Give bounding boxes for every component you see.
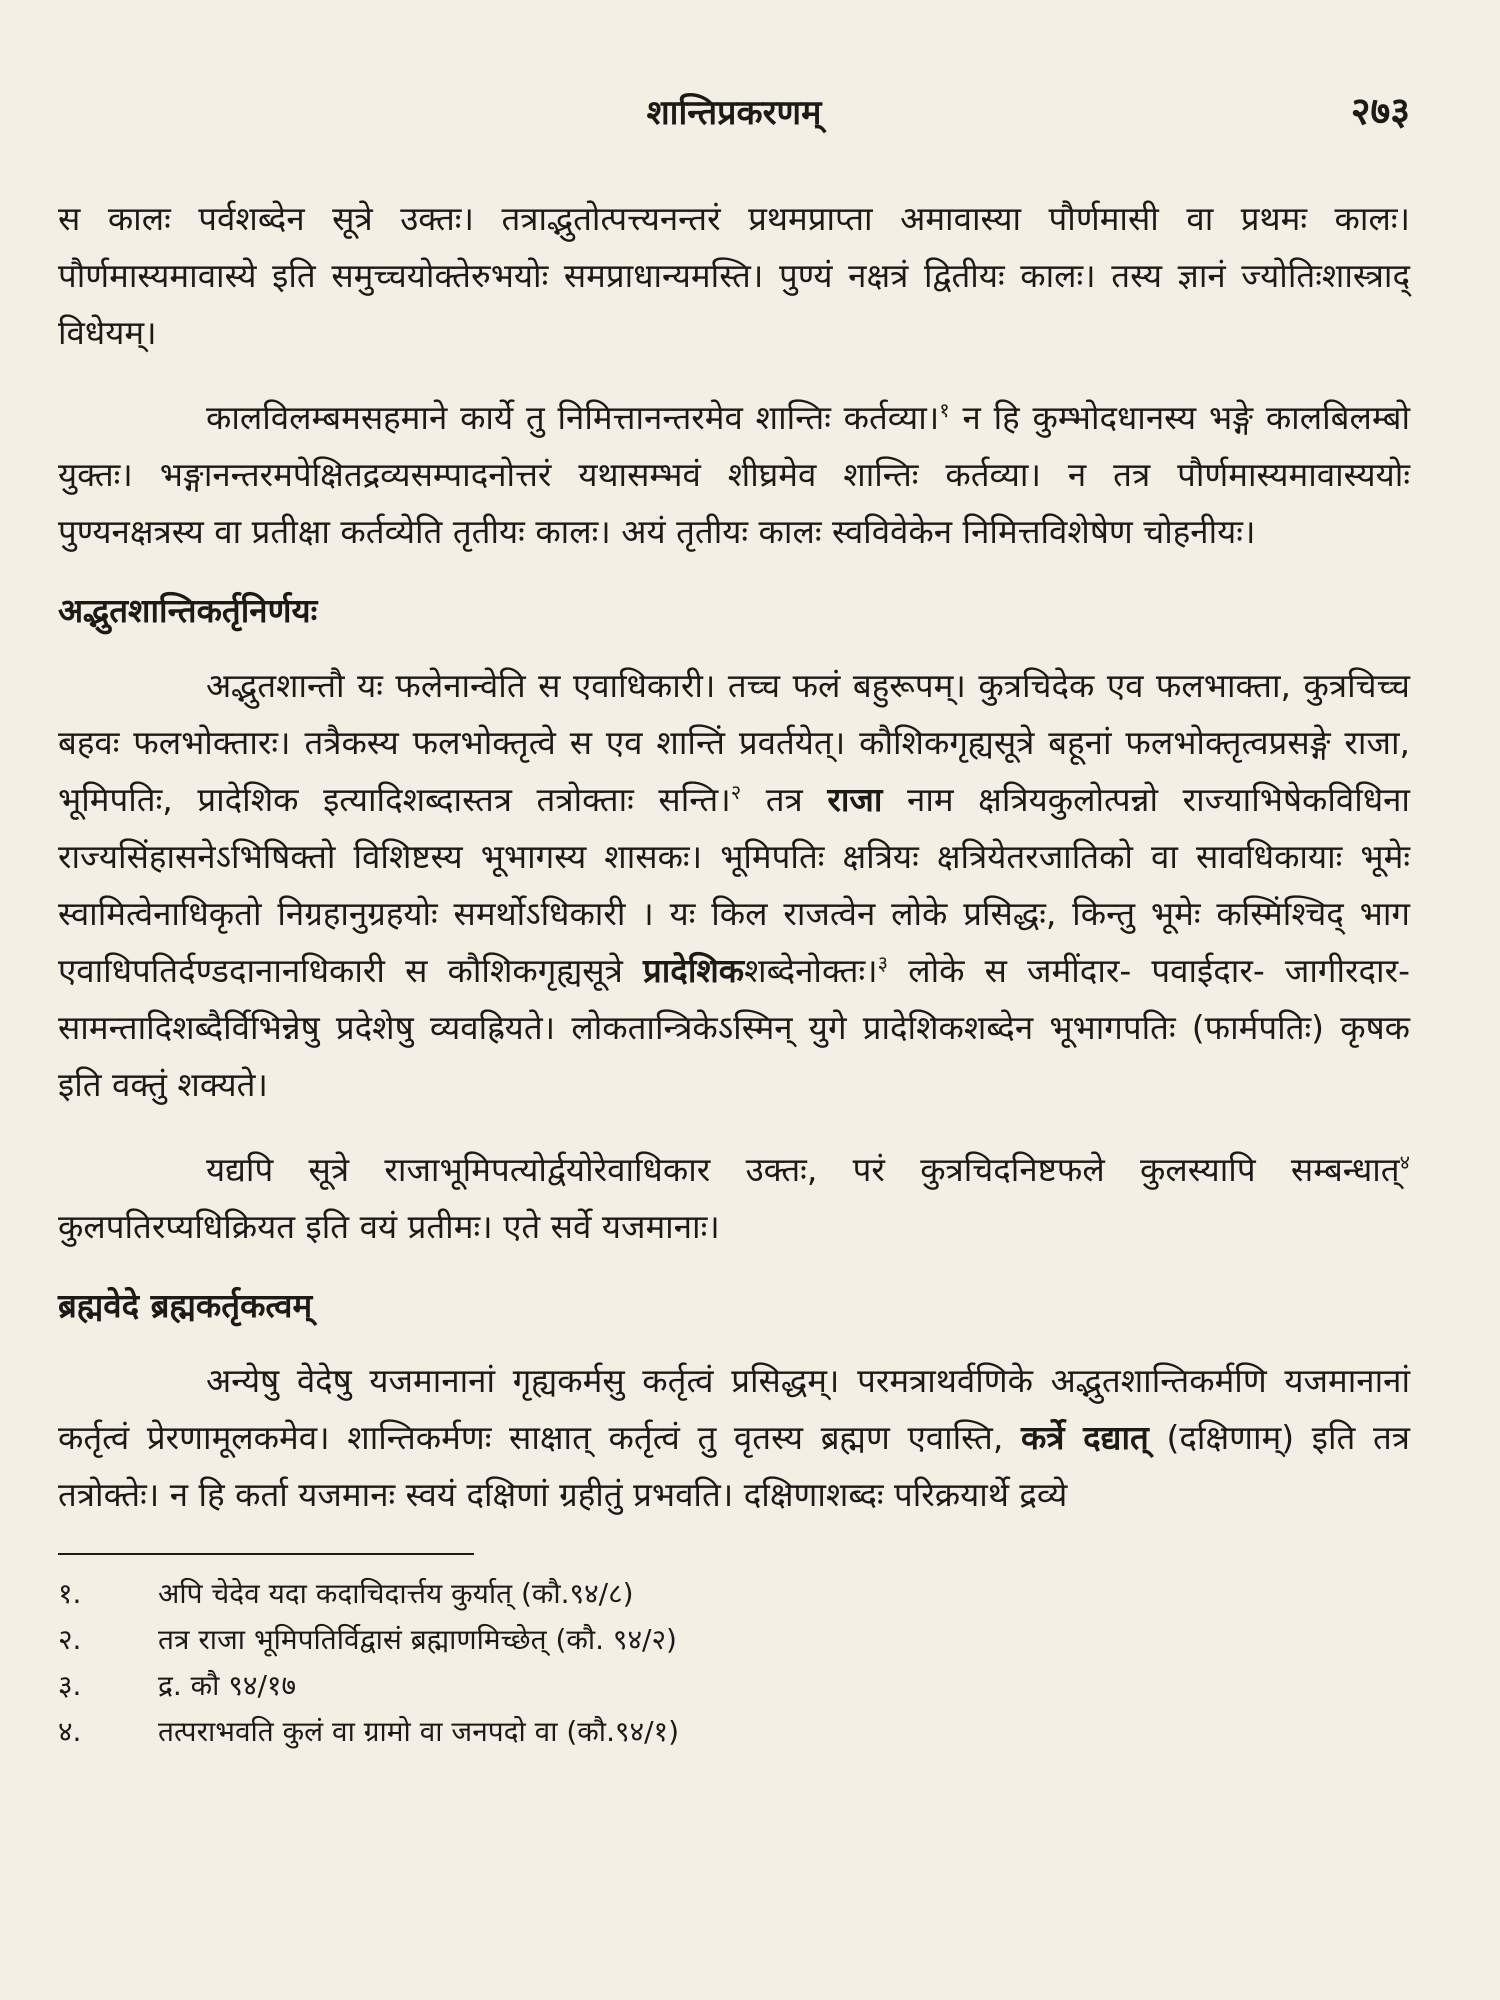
footnote-item: [58, 1709, 1410, 1755]
section-heading-adbhuta: अद्भुतशान्तिकर्तृनिर्णयः: [58, 591, 318, 630]
paragraph-2: [58, 389, 1410, 560]
footnote-ref-2[interactable]: २: [730, 780, 742, 804]
text-span: तत्र: [741, 780, 828, 819]
footnote-text: द्र. कौ ९४/१७: [158, 1669, 296, 1702]
footnote-number: ३.: [58, 1669, 82, 1702]
paragraph-5: [58, 1352, 1410, 1523]
footnote-ref-4[interactable]: ४: [1399, 1150, 1410, 1174]
footnote-item: [58, 1663, 1410, 1709]
footnote-number: १.: [58, 1577, 82, 1610]
text-span: (दक्षिणाम्) इति तत्र तत्रोक्तेः। न हि कर्ता यजमानः स्वयं दक्षिणां ग्रहीतुं प्रभवति। दक्षिणाशब्दः परिक्रयार्थे द्रव्ये: [58, 1418, 1410, 1514]
footnote-number: २.: [58, 1623, 82, 1656]
page-body: [58, 190, 1410, 1755]
footnote-number: ४.: [58, 1715, 82, 1748]
page-header: [58, 70, 1410, 140]
footnote-ref-3[interactable]: ३: [877, 951, 889, 975]
bold-term-raja: राजा: [827, 780, 883, 819]
text-span: न हि कुम्भोदधानस्य भङ्गे कालबिलम्बो युक्तः। भङ्गानन्तरमपेक्षितद्रव्यसम्पादनोत्तरं यथासम्भवं शीघ्रमेव शान्तिः कर्तव्या। न तत्र पौर्णमास्यमावास्ययोः पुण्यनक्षत्रस्य वा प्रतीक्षा कर्तव्येति तृतीयः कालः। अयं तृतीयः कालः स्वविवेकेन निमित्तविशेषेण चोहनीयः।: [58, 398, 1410, 551]
text-span: कालविलम्बमसहमाने कार्ये तु निमित्तानन्तरमेव शान्तिः कर्तव्या।: [206, 398, 940, 437]
bold-term-pradeshika: प्रादेशिक: [642, 951, 745, 990]
footnote-text: तत्र राजा भूमिपतिर्विद्वासं ब्रह्माणमिच्छेत् (कौ. ९४/२): [158, 1623, 677, 1656]
footnote-text: अपि चेदेव यदा कदाचिदार्त्तय कुर्यात् (कौ.९४/८): [158, 1577, 634, 1610]
text-span: स कालः पर्वशब्देन सूत्रे उक्तः। तत्राद्भुतोत्पत्त्यनन्तरं प्रथमप्राप्ता अमावास्या पौर्णमासी वा प्रथमः कालः। पौर्णमास्यमावास्ये इति समुच्चयोक्तेरुभयोः समप्राधान्यमस्ति। पुण्यं नक्षत्रं द्वितीयः कालः। तस्य ज्ञानं ज्योतिःशास्त्राद् विधेयम्।: [58, 199, 1410, 352]
footnote-text: तत्पराभवति कुलं वा ग्रामो वा जनपदो वा (कौ.९४/१): [158, 1715, 680, 1748]
text-span: नाम क्षत्रियकुलोत्पन्नो राज्याभिषेकविधिना राज्यसिंहासनेऽभिषिक्तो विशिष्टस्य भूभागस्य शासकः। भूमिपतिः क्षत्रियः क्षत्रियेतरजातिको वा सावधिकायाः भूमेः स्वामित्वेनाधिकृतो निग्रहानुग्रहयोः समर्थोऽधिकारी । यः किल राजत्वेन लोके प्रसिद्धः, किन्तु भूमेः कस्मिंश्चिद् भाग एवाधिपतिर्दण्डदानानधिकारी स कौशिकगृह्यसूत्रे: [58, 780, 1410, 990]
footnote-item: [58, 1571, 1410, 1617]
paragraph-3: [58, 657, 1410, 1113]
footnote-ref-1[interactable]: १: [939, 398, 950, 422]
page-number: २७३: [1350, 89, 1410, 133]
text-span: शब्देनोक्तः।: [744, 951, 878, 990]
paragraph-4: [58, 1141, 1410, 1255]
text-span: अद्भुतशान्तौ यः फलेनान्वेति स एवाधिकारी। तच्च फलं बहुरूपम्। कुत्रचिदेक एव फलभाक्ता, कुत्रचिच्च बहवः फलभोक्तारः। तत्रैकस्य फलभोक्तृत्वे स एव शान्तिं प्रवर्तयेत्। कौशिकगृह्यसूत्रे बहूनां फलभोक्तृत्वप्रसङ्गे राजा, भूमिपतिः, प्रादेशिक इत्यादिशब्दास्तत्र तत्रोक्ताः सन्ति।: [58, 666, 1410, 819]
footnote-divider: [58, 1553, 474, 1555]
text-span: अन्येषु वेदेषु यजमानानां गृह्यकर्मसु कर्तृत्वं प्रसिद्धम्। परमत्राथर्वणिके अद्भुतशान्तिकर्मणि यजमानानां कर्तृत्वं प्रेरणामूलकमेव। शान्तिकर्मणः साक्षात् कर्तृत्वं तु वृतस्य ब्रह्मण एवास्ति,: [58, 1361, 1410, 1457]
text-span: लोके स जमींदार- पवाईदार- जागीरदार- सामन्तादिशब्दैर्विभिन्नेषु प्रदेशेषु व्यवह्रियते। लोकतान्त्रिकेऽस्मिन् युगे प्रादेशिकशब्देन भूभागपतिः (फार्मपतिः) कृषक इति वक्तुं शक्यते।: [58, 951, 1410, 1104]
text-span: कुलपतिरप्यधिक्रियत इति वयं प्रतीमः। एते सर्वे यजमानाः।: [58, 1207, 720, 1246]
section-heading-brahma: ब्रह्मवेदे ब्रह्मकर्तृकत्वम्: [58, 1286, 313, 1325]
running-title: शान्तिप्रकरणम्: [646, 93, 822, 133]
footnote-item: [58, 1617, 1410, 1663]
bold-term-kartre: कर्त्रे दद्यात्: [1020, 1418, 1149, 1457]
paragraph-1: [58, 190, 1410, 361]
footnotes: [58, 1571, 1410, 1755]
text-span: यद्यपि सूत्रे राजाभूमिपत्योर्द्वयोरेवाधिकार उक्तः, परं कुत्रचिदनिष्टफले कुलस्यापि सम्बन्धात्: [206, 1150, 1400, 1189]
